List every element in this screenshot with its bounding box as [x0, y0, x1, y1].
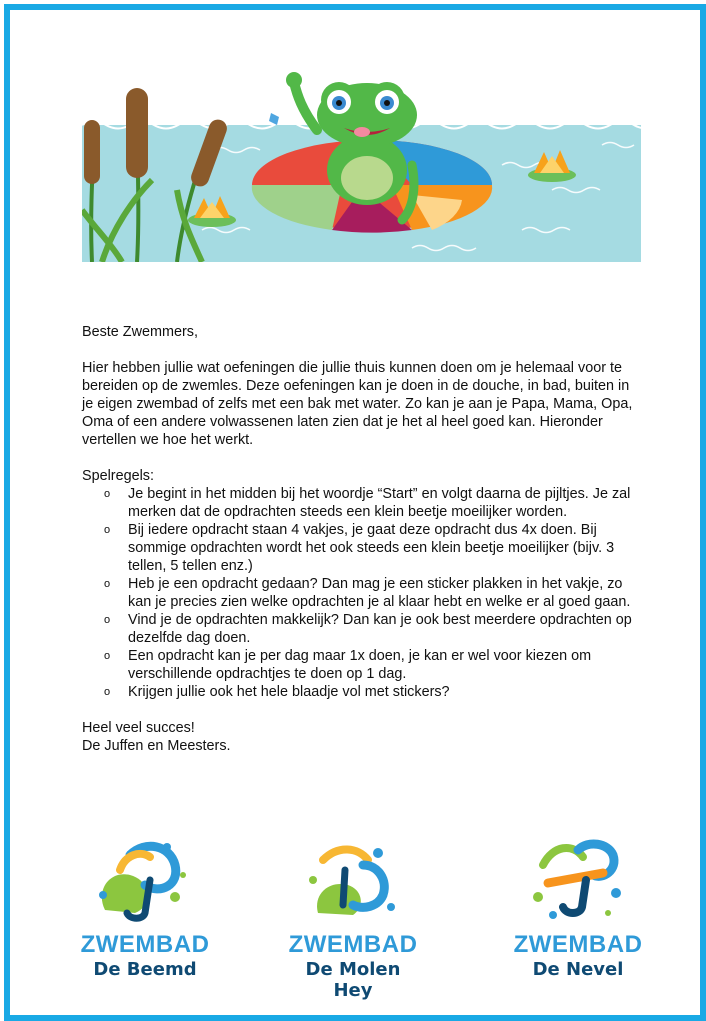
rules-list [82, 485, 642, 701]
splash-logo-icon [508, 835, 648, 925]
bullet-icon: o [104, 686, 111, 698]
logo-name: De Beemd [93, 959, 197, 980]
greeting: Beste Zwemmers, [82, 324, 198, 340]
list-item: o Je begint in het midden bij het woordje “Start” en volgt daarna de pijltjes. Je zal merken dat de opdrachten steeds een klein beetje moeilijker worden. [104, 486, 631, 520]
logo-de-molen-hey [283, 835, 423, 1001]
logo-word: ZWEMBAD [513, 931, 643, 958]
bullet-icon: o [104, 578, 111, 590]
logo-de-beemd [75, 835, 215, 995]
pond-scene [82, 70, 641, 262]
banner-illustration [82, 70, 641, 262]
logo-word: ZWEMBAD [288, 931, 418, 958]
signature: De Juffen en Meesters. [82, 738, 231, 754]
logo-de-nevel [508, 835, 648, 995]
splash-logo-icon [283, 835, 423, 925]
list-item: o Bij iedere opdracht staan 4 vakjes, je gaat deze opdracht dus 4x doen. Bij sommige opdrachten wordt het ook steeds een klein beetje moeilijker (bijv. 3 tellen, 5 tellen enz.) [104, 522, 615, 574]
letter-body [82, 323, 642, 755]
list-item: o Heb je een opdracht gedaan? Dan mag je een sticker plakken in het vakje, zo kan je precies zien welke opdrachten je al klaar hebt en welke er al goed gaan. [104, 576, 631, 610]
logo-name: De Nevel [532, 959, 624, 980]
bullet-icon: o [104, 650, 111, 662]
rules-heading: Spelregels: [82, 468, 154, 484]
bullet-icon: o [104, 614, 111, 626]
bullet-icon: o [104, 524, 111, 536]
closing: Heel veel succes! [82, 720, 195, 736]
logo-word: ZWEMBAD [80, 931, 210, 958]
bullet-icon: o [104, 488, 111, 500]
logo-name: De Molen Hey [305, 959, 401, 1001]
list-item: o Vind je de opdrachten makkelijk? Dan kan je ook best meerdere opdrachten op dezelfde dag doen. [104, 612, 632, 646]
list-item: o Krijgen jullie ook het hele blaadje vol met stickers? [104, 684, 450, 700]
list-item: o Een opdracht kan je per dag maar 1x doen, je kan er wel voor kiezen om verschillende opdrachtjes te doen op 1 dag. [104, 648, 592, 682]
splash-logo-icon [75, 835, 215, 925]
intro-paragraph: Hier hebben jullie wat oefeningen die jullie thuis kunnen doen om je helemaal voor te bereiden op de zwemles. Deze oefeningen kan je doen in de douche, in bad, buiten in je eigen zwembad of zelfs met een bak met water. Zo kan je aan je Papa, Mama, Opa, Oma of een andere volwassenen laten zien dat je het al heel goed kan. Hieronder vertellen we hoe het werkt. [82, 360, 633, 448]
